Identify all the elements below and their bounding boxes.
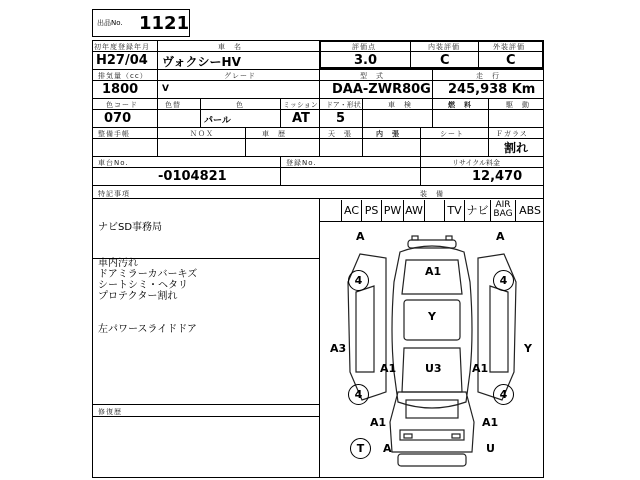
header-color-tone: 色替 [165,101,181,109]
mission: AT [292,111,310,126]
equip-abs: ABS [515,200,544,221]
header-doors: ドア・形状 [326,101,361,109]
grade: V [162,84,169,94]
doors: 5 [336,111,346,126]
header-fuel: 燃 料 [448,101,472,109]
equip-navi: ナビ [464,200,490,221]
damage-y-roof: Y [428,310,436,323]
header-mileage: 走 行 [476,72,500,80]
header-exterior: 外装評価 [493,43,525,51]
equip-ac: AC [341,200,361,221]
lot-number-label: 出品No. [97,19,123,27]
tire-front-right: 4 [493,270,514,291]
header-reg-date: 初年度登録年月 [94,43,150,51]
glass-status: 割れ [504,141,529,155]
damage-y-right: Y [524,342,532,355]
header-reg-no: 登録No. [286,159,317,167]
damage-u-rear: U [486,442,495,455]
header-displacement: 排気量（cc） [98,72,148,80]
equip-tv: TV [444,200,464,221]
score-value: 3.0 [354,53,378,68]
note-navi: ナビSD事務局 [98,222,163,233]
header-nox: ＮＯＸ [190,130,214,138]
header-history: 車 歴 [262,130,286,138]
car-name: ヴォクシーHV [162,55,241,69]
tire-rear-right: 4 [493,384,514,405]
note-slide-door: 左パワースライドドア [98,324,197,335]
header-notes: 特記事項 [98,190,130,198]
header-glass: Ｆガラス [496,130,528,138]
header-score: 評価点 [352,43,376,51]
header-interior-trim: 内 張 [376,130,400,138]
header-grade: グレード [224,72,256,80]
equip-aw: AW [403,200,424,221]
note-seat-stain: シートシミ・ヘタリ [98,280,188,291]
tire-front-left: 4 [348,270,369,291]
header-color: 色 [236,101,244,109]
note-protector: プロテクター割れ [98,291,178,302]
lot-number: 1121 [139,13,190,34]
damage-a1-bottom-right: A1 [482,416,499,429]
damage-a1-rear-right: A1 [472,362,489,375]
header-seat: シート [440,130,464,138]
damage-a1-front-left: A1 [380,362,397,375]
equip-ps: PS [361,200,381,221]
displacement: 1800 [102,82,139,97]
chassis-number: -0104821 [158,169,227,184]
note-mirror-scratch: ドアミラーカバーキズ [98,269,198,280]
damage-a-rear: A [383,442,392,455]
damage-a1-bottom-left: A1 [370,416,387,429]
exterior-value: C [506,53,516,68]
damage-u3-rear: U3 [425,362,442,375]
damage-a-top-right: A [496,230,505,243]
header-interior: 内装評価 [428,43,460,51]
color-name: パール [204,116,231,126]
header-mission: ミッション [283,101,318,109]
recycle-fee: 12,470 [472,169,523,184]
header-equipment: 装 備 [420,190,444,198]
damage-a-top-left: A [356,230,365,243]
note-interior-dirt: 車内汚れ [98,258,138,269]
header-manual: 整備手帳 [98,130,130,138]
damage-t-rear: T [350,438,371,459]
header-drive: 駆 動 [506,101,530,109]
header-model: 型 式 [360,72,384,80]
header-inspection: 車 検 [388,101,412,109]
damage-a3-left: A3 [330,342,347,355]
damage-a1-hood: A1 [425,265,442,278]
equip-blank [424,200,444,221]
header-repair: 修復歴 [98,408,122,416]
header-chassis: 車台No. [98,159,129,167]
model-code: DAA-ZWR80G [332,82,431,97]
lot-number-box [92,9,190,37]
header-recycle: リサイクル料金 [452,159,501,167]
tire-rear-left: 4 [348,384,369,405]
color-code: 070 [104,111,132,126]
mileage: 245,938 Km [448,82,536,97]
header-color-code: 色コード [106,101,138,109]
equip-pw: PW [381,200,403,221]
reg-date: H27/04 [96,53,148,68]
equip-airbag: AIR BAG [490,200,515,221]
interior-value: C [440,53,450,68]
header-car-name: 車 名 [218,43,242,51]
header-sunroof: 天 張 [328,130,352,138]
